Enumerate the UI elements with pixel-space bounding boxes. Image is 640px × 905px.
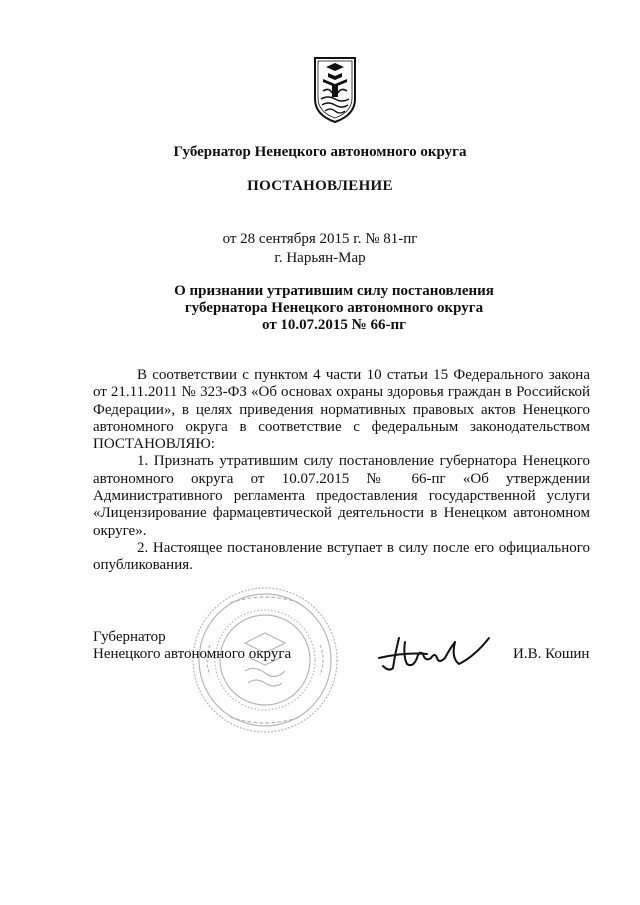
title-line: О признании утратившим силу постановления xyxy=(174,283,494,299)
coat-of-arms-icon xyxy=(311,55,359,125)
body-paragraph: 1. Признать утратившим силу постановление губернатора Ненецкого автономного округа от 10.07.2015 № 66-пг «Об утверждении Административного регламента предоставления государственной услуги «Лицензирование фармацевтической деятельности в Ненецком автономном округе». xyxy=(93,453,590,539)
date-and-number: от 28 сентября 2015 г. № 81-пг xyxy=(222,231,418,247)
signatory-role: Губернатор xyxy=(93,629,166,645)
title-line: от 10.07.2015 № 66-пг xyxy=(262,317,406,333)
issuing-authority: Губернатор Ненецкого автономного округа xyxy=(173,144,467,160)
document-type: ПОСТАНОВЛЕНИЕ xyxy=(247,178,393,194)
signatory-organization: Ненецкого автономного округа xyxy=(93,646,292,662)
body-paragraph: 2. Настоящее постановление вступает в силу после его официального опубликования. xyxy=(93,539,590,574)
body-paragraph: В соответствии с пунктом 4 части 10 статьи 15 Федерального закона от 21.11.2011 № 323-ФЗ «Об основах охраны здоровья граждан в Российской Федерации», в целях приведения нормативных правовых актов Ненецкого автономного округа в соответствие с федеральным законодательством ПОСТАНОВЛЯЮ: xyxy=(93,367,590,453)
title-line: губернатора Ненецкого автономного округа xyxy=(184,300,484,316)
document-title xyxy=(120,283,548,334)
document-body xyxy=(93,367,590,575)
signatory-name: И.В. Кошин xyxy=(513,646,590,662)
handwritten-signature-icon xyxy=(375,628,495,676)
place-of-issue: г. Нарьян-Мар xyxy=(274,250,366,266)
